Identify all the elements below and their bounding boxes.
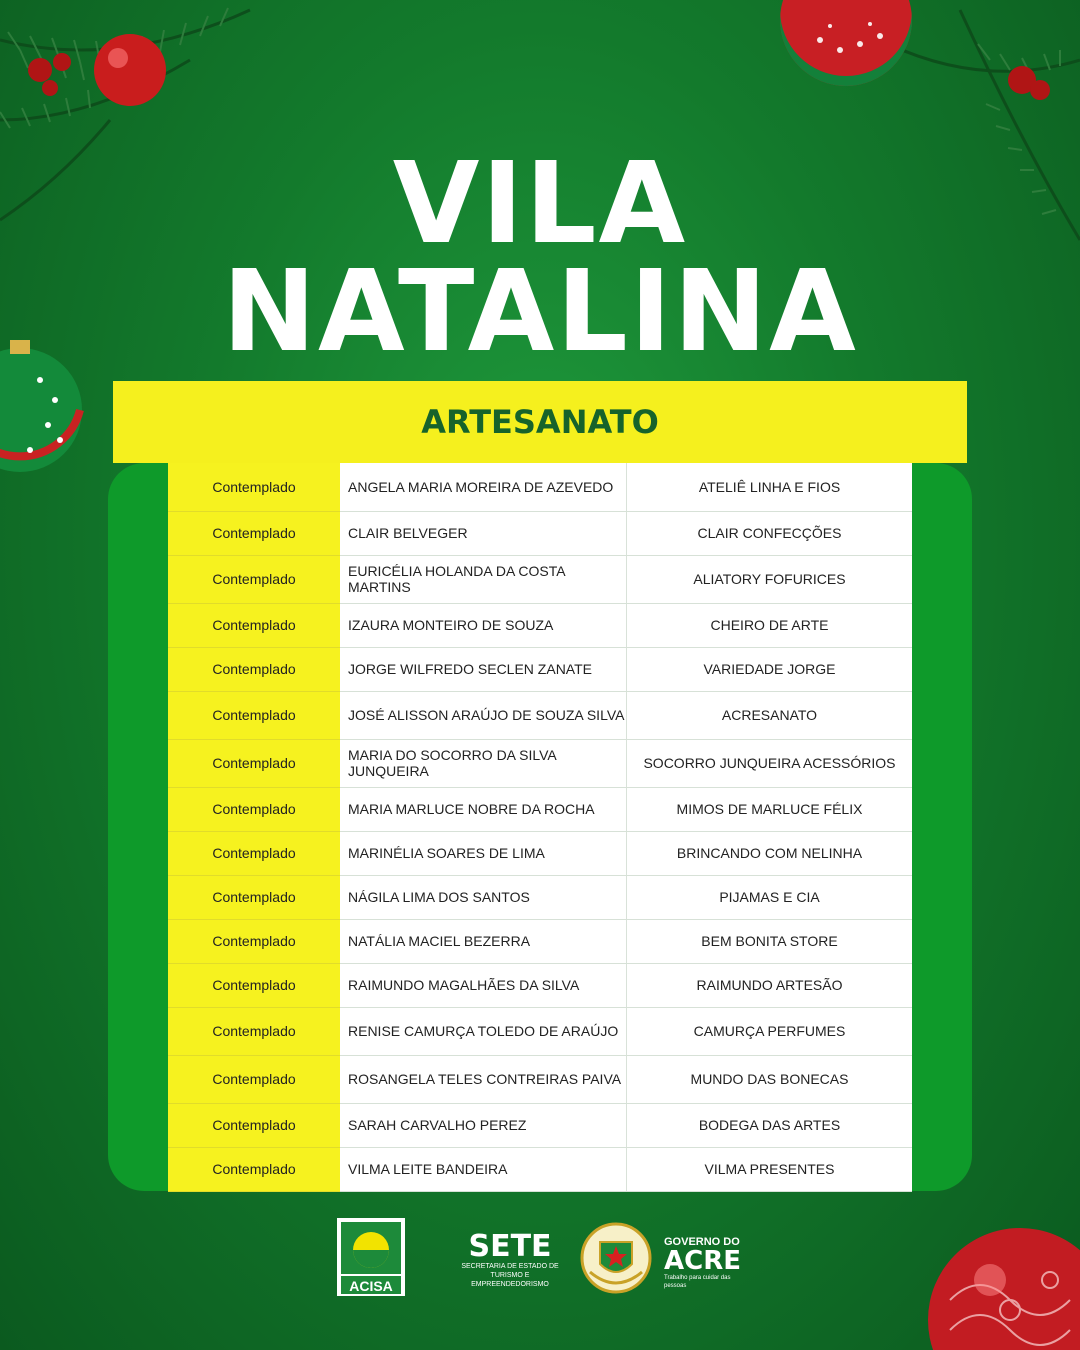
governo-acre-logo	[664, 1236, 754, 1290]
business-name-cell: ALIATORY FOFURICES	[627, 555, 913, 603]
table-row	[168, 787, 912, 831]
business-name-cell: ACRESANATO	[627, 691, 913, 739]
business-name-cell: VARIEDADE JORGE	[627, 647, 913, 691]
table-row	[168, 647, 912, 691]
participant-name-cell: CLAIR BELVEGER	[340, 511, 627, 555]
business-name-cell: PIJAMAS E CIA	[627, 875, 913, 919]
table-row	[168, 831, 912, 875]
business-name-cell: CLAIR CONFECÇÕES	[627, 511, 913, 555]
category-label: ARTESANATO	[421, 403, 659, 441]
participant-name-cell: SARAH CARVALHO PEREZ	[340, 1103, 627, 1147]
table-row	[168, 963, 912, 1007]
table-row	[168, 511, 912, 555]
acisa-logo-text: ACISA	[349, 1278, 393, 1294]
table-row	[168, 463, 912, 511]
status-cell: Contemplado	[168, 787, 340, 831]
participant-name-cell: NÁGILA LIMA DOS SANTOS	[340, 875, 627, 919]
page-title	[0, 139, 1080, 377]
table-row	[168, 603, 912, 647]
participant-name-cell: NATÁLIA MACIEL BEZERRA	[340, 919, 627, 963]
status-cell: Contemplado	[168, 511, 340, 555]
status-cell: Contemplado	[168, 1055, 340, 1103]
business-name-cell: MUNDO DAS BONECAS	[627, 1055, 913, 1103]
status-cell: Contemplado	[168, 555, 340, 603]
table-row	[168, 1103, 912, 1147]
table-row	[168, 1147, 912, 1191]
participant-name-cell: VILMA LEITE BANDEIRA	[340, 1147, 627, 1191]
participant-name-cell: MARIA MARLUCE NOBRE DA ROCHA	[340, 787, 627, 831]
business-name-cell: VILMA PRESENTES	[627, 1147, 913, 1191]
participant-name-cell: MARINÉLIA SOARES DE LIMA	[340, 831, 627, 875]
business-name-cell: MIMOS DE MARLUCE FÉLIX	[627, 787, 913, 831]
participant-name-cell: JORGE WILFREDO SECLEN ZANATE	[340, 647, 627, 691]
logo-bar	[0, 1218, 1080, 1298]
status-cell: Contemplado	[168, 739, 340, 787]
status-cell: Contemplado	[168, 647, 340, 691]
business-name-cell: BRINCANDO COM NELINHA	[627, 831, 913, 875]
table-row	[168, 555, 912, 603]
participant-name-cell: EURICÉLIA HOLANDA DA COSTA MARTINS	[340, 555, 627, 603]
business-name-cell: CHEIRO DE ARTE	[627, 603, 913, 647]
status-cell: Contemplado	[168, 831, 340, 875]
table-row	[168, 1007, 912, 1055]
status-cell: Contemplado	[168, 919, 340, 963]
title-line-2: NATALINA	[222, 247, 858, 377]
title-line-1: VILA	[392, 139, 688, 269]
winners-table	[168, 463, 912, 1192]
status-cell: Contemplado	[168, 1147, 340, 1191]
sete-logo-sub2: TURISMO E EMPREENDEDORISMO	[471, 1272, 549, 1288]
table-row	[168, 739, 912, 787]
gov-logo-top: GOVERNO DO	[664, 1236, 740, 1248]
gov-logo-main: ACRE	[664, 1246, 741, 1276]
status-cell: Contemplado	[168, 875, 340, 919]
status-cell: Contemplado	[168, 963, 340, 1007]
participant-name-cell: RENISE CAMURÇA TOLEDO DE ARAÚJO	[340, 1007, 627, 1055]
acisa-logo-icon	[337, 1218, 405, 1296]
business-name-cell: BEM BONITA STORE	[627, 919, 913, 963]
status-cell: Contemplado	[168, 691, 340, 739]
participant-name-cell: JOSÉ ALISSON ARAÚJO DE SOUZA SILVA	[340, 691, 627, 739]
business-name-cell: CAMURÇA PERFUMES	[627, 1007, 913, 1055]
table-row	[168, 1055, 912, 1103]
business-name-cell: SOCORRO JUNQUEIRA ACESSÓRIOS	[627, 739, 913, 787]
sete-logo-sub1: SECRETARIA DE ESTADO DE	[461, 1263, 559, 1270]
status-cell: Contemplado	[168, 603, 340, 647]
state-coat-of-arms-icon	[576, 1218, 656, 1298]
table-row	[168, 919, 912, 963]
participant-name-cell: ANGELA MARIA MOREIRA DE AZEVEDO	[340, 463, 627, 511]
table-row	[168, 691, 912, 739]
status-cell: Contemplado	[168, 1103, 340, 1147]
participant-name-cell: ROSANGELA TELES CONTREIRAS PAIVA	[340, 1055, 627, 1103]
participant-name-cell: MARIA DO SOCORRO DA SILVA JUNQUEIRA	[340, 739, 627, 787]
participant-name-cell: RAIMUNDO MAGALHÃES DA SILVA	[340, 963, 627, 1007]
table-row	[168, 875, 912, 919]
status-cell: Contemplado	[168, 463, 340, 511]
sete-logo-title: SETE	[468, 1229, 552, 1264]
participant-name-cell: IZAURA MONTEIRO DE SOUZA	[340, 603, 627, 647]
business-name-cell: ATELIÊ LINHA E FIOS	[627, 463, 913, 511]
gov-logo-tagline: Trabalho para cuidar das pessoas	[664, 1275, 731, 1289]
business-name-cell: RAIMUNDO ARTESÃO	[627, 963, 913, 1007]
status-cell: Contemplado	[168, 1007, 340, 1055]
sete-logo	[455, 1229, 565, 1289]
business-name-cell: BODEGA DAS ARTES	[627, 1103, 913, 1147]
category-banner	[113, 381, 967, 463]
